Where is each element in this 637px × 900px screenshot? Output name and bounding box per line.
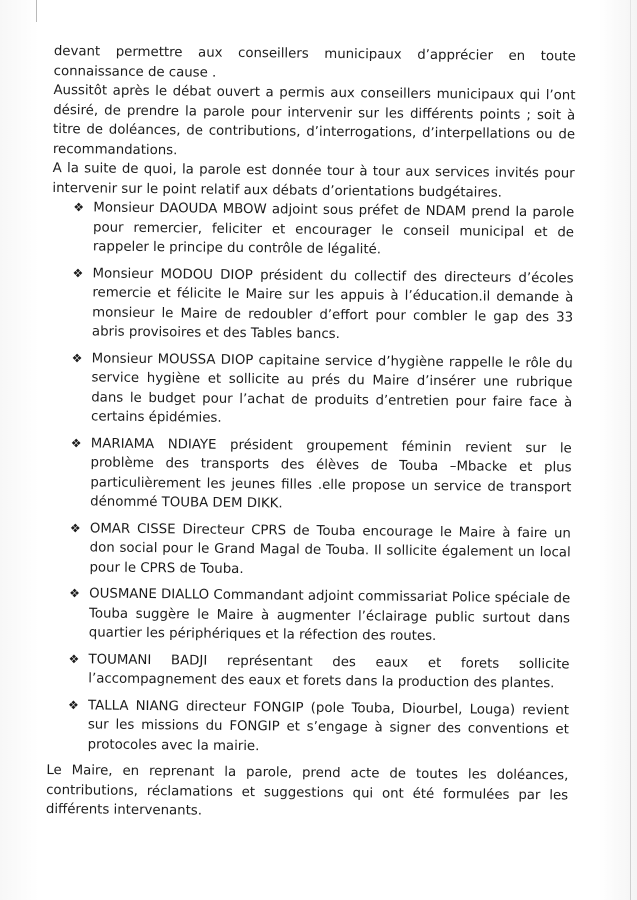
list-item-text: TALLA NIANG directeur FONGIP (pole Touba, Diourbel, Louga) revient sur les missions du FONGIP et s’engage à signer des conventions et protocoles avec la mairie.	[87, 697, 570, 754]
list-item-text: Monsieur MODOU DIOP président du collectif des directeurs d’écoles remercie et félicite le Maire sur les appuis à l’éducation.il demande à monsieur le Maire de redoubler d’effort pour combler le gap des 33 abris provisoires et des Tables bancs.	[91, 265, 574, 343]
bullet-icon: ❖	[69, 586, 81, 601]
list-item-omar-cisse	[69, 519, 571, 583]
list-item-text: TOUMANI BADJI représentant des eaux et forets sollicite l’accompagnement des eaux et forets dans la production des plantes.	[88, 651, 570, 692]
bullet-icon: ❖	[69, 520, 81, 535]
page-fold-mark	[36, 0, 37, 22]
list-item-modou-diop	[72, 264, 574, 347]
page-edge-shadow	[630, 0, 631, 900]
list-item-toumani-badji	[68, 650, 570, 694]
list-item-mariama-ndiaye	[70, 434, 572, 517]
list-item-text: OUSMANE DIALLO Commandant adjoint commissariat Police spéciale de Touba suggère le Maire à augmenter l’éclairage public surtout dans quartier les périphériques et la réfection des routes.	[88, 586, 571, 645]
bullet-icon: ❖	[71, 350, 83, 365]
bullet-icon: ❖	[72, 265, 84, 280]
list-item-ousmane-diallo	[69, 584, 571, 648]
paragraph-invited-services: A la suite de quoi, la parole est donnée tour à tour aux services invités pour intervenir sur le point relatif aux débats d’orientations budgétaires.	[52, 160, 575, 201]
list-item-moussa-diop	[71, 349, 573, 432]
list-item-text: Monsieur MOUSSA DIOP capitaine service d’hygiène rappelle le rôle du service hygiène et sollicite au prés du Maire d’insérer une rubrique dans le budget pour l’achat de produits d’entretien pour faire face à certains épidémies.	[90, 350, 573, 426]
list-item-text: Monsieur DAOUDA MBOW adjoint sous préfet de NDAM prend la parole pour remercier, feliciter et encourager le conseil municipal et de rappeler le principe du contrôle de légalité.	[92, 200, 575, 258]
list-item-text: OMAR CISSE Directeur CPRS de Touba encourage le Maire à faire un don social pour le Grand Magal de Touba. Il sollicite également un local pour le CPRS de Touba.	[89, 520, 571, 577]
paragraph-debate: Aussitôt après le débat ouvert a permis aux conseillers municipaux qui l’ont désiré, de prendre la parole pour intervenir sur les différents points ; soit à titre de doléances, de contributions, d’interrogations, d’interpellations ou de recommandations.	[52, 82, 576, 158]
paragraph-closing: Le Maire, en reprenant la parole, prend acte de toutes les doléances, contributions, réclamations et suggestions qui ont été formulées par les différents intervenants.	[45, 762, 569, 819]
document-body	[46, 42, 576, 825]
list-item-talla-niang	[67, 696, 570, 760]
paragraph-intro-continuation: devant permettre aux conseillers municipaux d’apprécier en toute connaissance de cause .	[53, 43, 576, 81]
list-item-text: MARIAMA NDIAYE président groupement féminin revient sur le problème des transports des élèves de Touba –Mbacke et plus particulièrement les jeunes filles .elle propose un service de transport dénommé TOUBA DEM DIKK.	[90, 435, 572, 512]
bullet-icon: ❖	[67, 697, 79, 712]
speaker-list	[47, 198, 575, 759]
bullet-icon: ❖	[70, 435, 82, 450]
bullet-icon: ❖	[73, 200, 85, 215]
list-item-daouda-mbow	[73, 198, 575, 262]
bullet-icon: ❖	[68, 651, 80, 666]
